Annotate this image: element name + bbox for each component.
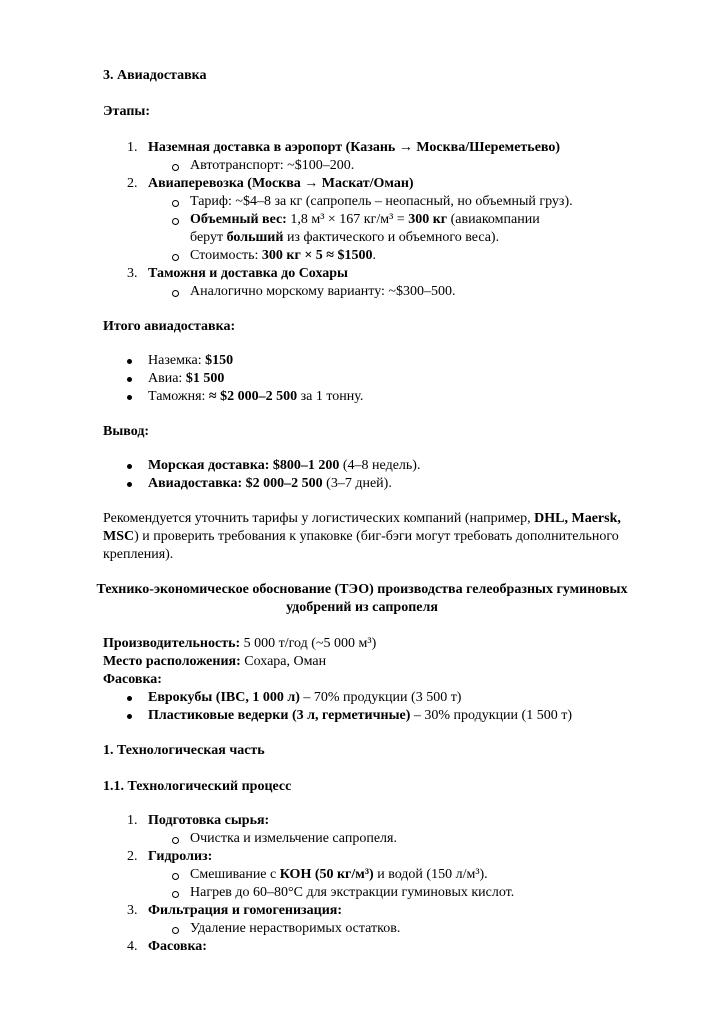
document-title-cont: удобрений из сапропеля: [286, 600, 438, 615]
packaging-item: [148, 689, 461, 707]
text-bold: Авиадоставка: $2 000–2 500: [148, 476, 323, 491]
stage-3-sub: Аналогично морскому варианту: ~$300–500.: [190, 284, 456, 299]
text: Сохара, Оман: [240, 654, 327, 669]
text-bold: $150: [205, 353, 234, 368]
productivity-line: [103, 635, 376, 653]
location-line: [103, 653, 326, 671]
circle-bullet-icon: [172, 164, 179, 171]
text: Наземка:: [148, 353, 206, 368]
tech-heading: 1. Технологическая часть: [103, 743, 265, 758]
circle-bullet-icon: [172, 200, 179, 207]
text-bold: КОН (50 кг/м³): [279, 867, 374, 882]
list-number: 2.: [127, 849, 138, 864]
text-bold: 300 кг × 5 ≈ $1500: [261, 248, 373, 263]
stages-label: Этапы:: [103, 104, 151, 119]
air-total-item: [148, 388, 363, 406]
text: и водой (150 л/м³).: [373, 867, 488, 882]
text: Авиа:: [148, 371, 186, 386]
text: – 70% продукции (3 500 т): [299, 690, 462, 705]
air-total-label: Итого авиадоставка:: [103, 319, 236, 334]
circle-bullet-icon: [172, 218, 179, 225]
text-bold: 300 кг: [408, 212, 448, 227]
packaging-item: [148, 707, 572, 725]
conclusion-item: [148, 475, 392, 493]
text-bold: ≈ $2 000–2 500: [208, 389, 298, 404]
text: (3–7 дней).: [322, 476, 392, 491]
process-step-title: Гидролиз:: [148, 849, 213, 864]
bullet-icon: [127, 377, 132, 382]
bullet-icon: [127, 482, 132, 487]
text: 1,8 м³ × 167 кг/м³ =: [286, 212, 409, 227]
text: – 30% продукции (1 500 т): [410, 708, 572, 723]
stage-2-tariff: Тариф: ~$4–8 за кг (сапропель – неопасный, но объемный груз).: [190, 194, 573, 209]
stage-2-cost: [190, 247, 376, 265]
list-number: 3.: [127, 903, 138, 918]
text: за 1 тонну.: [297, 389, 364, 404]
list-number: 1.: [127, 140, 138, 155]
text-bold: Еврокубы (IBC, 1 000 л): [148, 690, 300, 705]
text: 5 000 т/год (~5 000 м³): [240, 636, 377, 651]
bullet-icon: [127, 359, 132, 364]
stage-2-title: Авиаперевозка (Москва → Маскат/Оман): [148, 176, 414, 191]
text-bold: Место расположения:: [103, 654, 241, 669]
air-total-item: [148, 352, 233, 370]
text-bold: MSC: [103, 529, 135, 544]
bullet-icon: [127, 714, 132, 719]
conclusion-label: Вывод:: [103, 424, 150, 439]
circle-bullet-icon: [172, 254, 179, 261]
process-step-title: Фильтрация и гомогенизация:: [148, 903, 343, 918]
process-step-sub: Очистка и измельчение сапропеля.: [190, 831, 397, 846]
stage-1-sub: Автотранспорт: ~$100–200.: [190, 158, 355, 173]
text-bold: Производительность:: [103, 636, 241, 651]
process-step-sub: Нагрев до 60–80°С для экстракции гуминовых кислот.: [190, 885, 515, 900]
circle-bullet-icon: [172, 873, 179, 880]
list-number: 4.: [127, 939, 138, 954]
stage-2-volume-cont: [190, 229, 499, 247]
text-bold: DHL, Maersk,: [534, 511, 621, 526]
text-bold: Объемный вес:: [190, 212, 287, 227]
bullet-icon: [127, 696, 132, 701]
text-bold: Морская доставка: $800–1 200: [148, 458, 340, 473]
list-number: 1.: [127, 813, 138, 828]
recommendation-line: крепления).: [103, 547, 174, 562]
process-step-title: Подготовка сырья:: [148, 813, 270, 828]
text: Смешивание с: [190, 867, 280, 882]
text-bold: Пластиковые ведерки (3 л, герметичные): [148, 708, 411, 723]
circle-bullet-icon: [172, 891, 179, 898]
text: из фактического и объемного веса).: [283, 230, 500, 245]
text: (авиакомпании: [447, 212, 540, 227]
circle-bullet-icon: [172, 927, 179, 934]
process-step-sub: [190, 866, 488, 884]
list-number: 3.: [127, 266, 138, 281]
list-number: 2.: [127, 176, 138, 191]
circle-bullet-icon: [172, 837, 179, 844]
bullet-icon: [127, 395, 132, 400]
stage-1-title: Наземная доставка в аэропорт (Казань → Москва/Шереметьево): [148, 140, 561, 155]
document-title: Технико-экономическое обоснование (ТЭО) производства гелеобразных гуминовых: [96, 582, 628, 597]
circle-bullet-icon: [172, 290, 179, 297]
bullet-icon: [127, 464, 132, 469]
text: Таможня:: [148, 389, 209, 404]
packaging-label: Фасовка:: [103, 672, 162, 687]
text-bold: больший: [226, 230, 284, 245]
text: Рекомендуется уточнить тарифы у логистических компаний (например,: [103, 511, 535, 526]
stage-3-title: Таможня и доставка до Сохары: [148, 266, 348, 281]
process-step-sub: Удаление нерастворимых остатков.: [190, 921, 401, 936]
conclusion-item: [148, 457, 420, 475]
process-step-title: Фасовка:: [148, 939, 207, 954]
section-heading-air: 3. Авиадоставка: [103, 68, 207, 83]
tech-subheading: 1.1. Технологический процесс: [103, 779, 292, 794]
text: Стоимость:: [190, 248, 262, 263]
text: .: [372, 248, 376, 263]
recommendation-line: [103, 510, 621, 528]
text: (4–8 недель).: [339, 458, 421, 473]
text-bold: $1 500: [185, 371, 225, 386]
air-total-item: [148, 370, 224, 388]
stage-2-volume: [190, 211, 540, 229]
text: берут: [190, 230, 227, 245]
recommendation-line: [103, 528, 619, 546]
text: ) и проверить требования к упаковке (биг-бэги могут требовать дополнительного: [134, 529, 619, 544]
